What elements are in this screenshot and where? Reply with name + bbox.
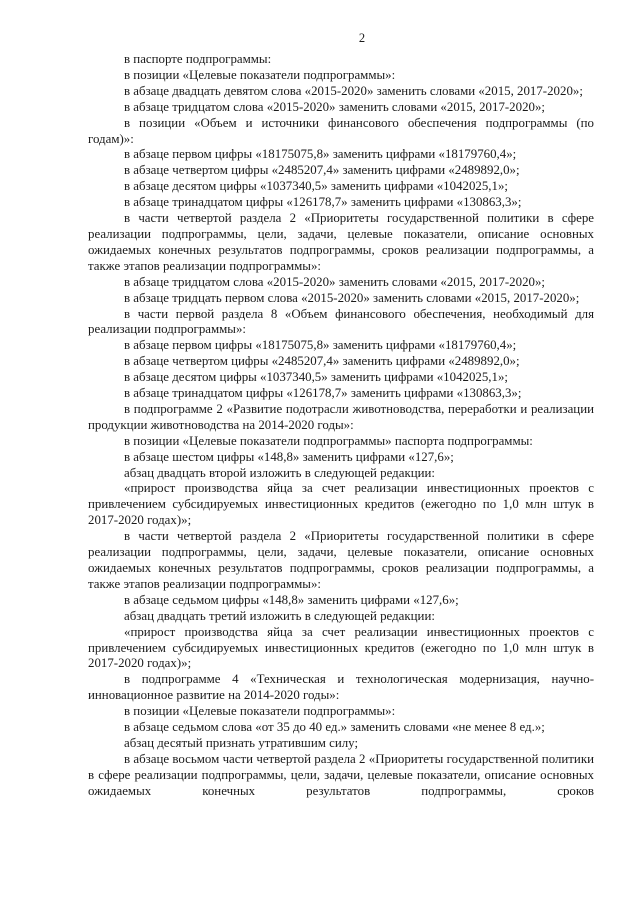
paragraph: абзац двадцать третий изложить в следующей редакции: [124,608,435,623]
paragraph: в паспорте подпрограммы: [124,52,272,66]
paragraph: в подпрограмме 4 «Техническая и технологическая модернизация, научно-инновационное развитие на 2014-2020 годы»: [88,672,594,703]
paragraph: «прирост производства яйца за счет реализации инвестиционных проектов с привлечением субсидируемых инвестиционных кредитов (ежегодно по 1,0 млн штук в 2017-2020 годах)»; [88,481,594,528]
page-number: 2 [358,31,366,45]
paragraph: в абзаце тринадцатом цифры «126178,7» заменить цифрами «130863,3»; [124,195,522,210]
paragraph: в позиции «Целевые показатели подпрограммы»: [124,67,396,82]
paragraph: в позиции «Объем и источники финансового обеспечения подпрограммы (по годам)»: [88,115,594,146]
paragraph: абзац двадцать второй изложить в следующей редакции: [124,465,435,480]
paragraph: в абзаце тринадцатом цифры «126178,7» заменить цифрами «130863,3»; [124,386,522,401]
paragraph: в абзаце шестом цифры «148,8» заменить цифрами «127,6»; [124,449,454,464]
paragraph: в абзаце четвертом цифры «2485207,4» заменить цифрами «2489892,0»; [124,163,520,178]
paragraph: абзац десятый признать утратившим силу; [124,735,359,750]
paragraph: в позиции «Целевые показатели подпрограммы»: [124,704,396,719]
paragraph: в позиции «Целевые показатели подпрограммы» паспорта подпрограммы: [124,433,533,448]
paragraph: в абзаце тридцатом слова «2015-2020» заменить словами «2015, 2017-2020»; [124,99,545,114]
paragraph: в абзаце десятом цифры «1037340,5» заменить цифрами «1042025,1»; [124,179,508,194]
paragraph: в абзаце тридцать первом слова «2015-2020» заменить словами «2015, 2017-2020»; [124,290,580,305]
paragraph: в части четвертой раздела 2 «Приоритеты государственной политики в сфере реализации подпрограммы, цели, задачи, целевые показатели, описание основных ожидаемых конечных результатов подпрограммы, сроков реализации подпрограммы, а также этапов реализации подпрограммы»: [88,211,594,273]
paragraph: в части первой раздела 8 «Объем финансового обеспечения, необходимый для реализации подпрограммы»: [88,306,594,337]
paragraph: в абзаце тридцатом слова «2015-2020» заменить словами «2015, 2017-2020»; [124,274,545,289]
paragraph: в абзаце четвертом цифры «2485207,4» заменить цифрами «2489892,0»; [124,354,520,369]
paragraph: в части четвертой раздела 2 «Приоритеты государственной политики в сфере реализации подпрограммы, цели, задачи, целевые показатели, описание основных ожидаемых конечных результатов подпрограммы, сроков реализации подпрограммы, а также этапов реализации подпрограммы»: [88,529,594,591]
paragraph: в абзаце седьмом цифры «148,8» заменить цифрами «127,6»; [124,592,459,607]
paragraph: в абзаце седьмом слова «от 35 до 40 ед.» заменить словами «не менее 8 ед.»; [124,720,545,735]
paragraph: в подпрограмме 2 «Развитие подотрасли животноводства, переработки и реализации продукции животноводства на 2014-2020 годы»: [88,401,594,432]
paragraph: в абзаце восьмом части четвертой раздела 2 «Приоритеты государственной политики в сфере реализации подпрограммы, цели, задачи, целевые показатели, описание основных ожидаемых конечных результатов подпрограммы, сроков [88,751,594,798]
paragraph: «прирост производства яйца за счет реализации инвестиционных проектов с привлечением субсидируемых инвестиционных кредитов (ежегодно по 1,0 млн штук в 2017-2020 годах)»; [88,624,594,671]
paragraph: в абзаце двадцать девятом слова «2015-2020» заменить словами «2015, 2017-2020»; [124,83,583,98]
paragraph: в абзаце десятом цифры «1037340,5» заменить цифрами «1042025,1»; [124,370,508,385]
document-body [88,52,594,800]
paragraph: в абзаце первом цифры «18175075,8» заменить цифрами «18179760,4»; [124,147,517,162]
paragraph: в абзаце первом цифры «18175075,8» заменить цифрами «18179760,4»; [124,338,517,353]
